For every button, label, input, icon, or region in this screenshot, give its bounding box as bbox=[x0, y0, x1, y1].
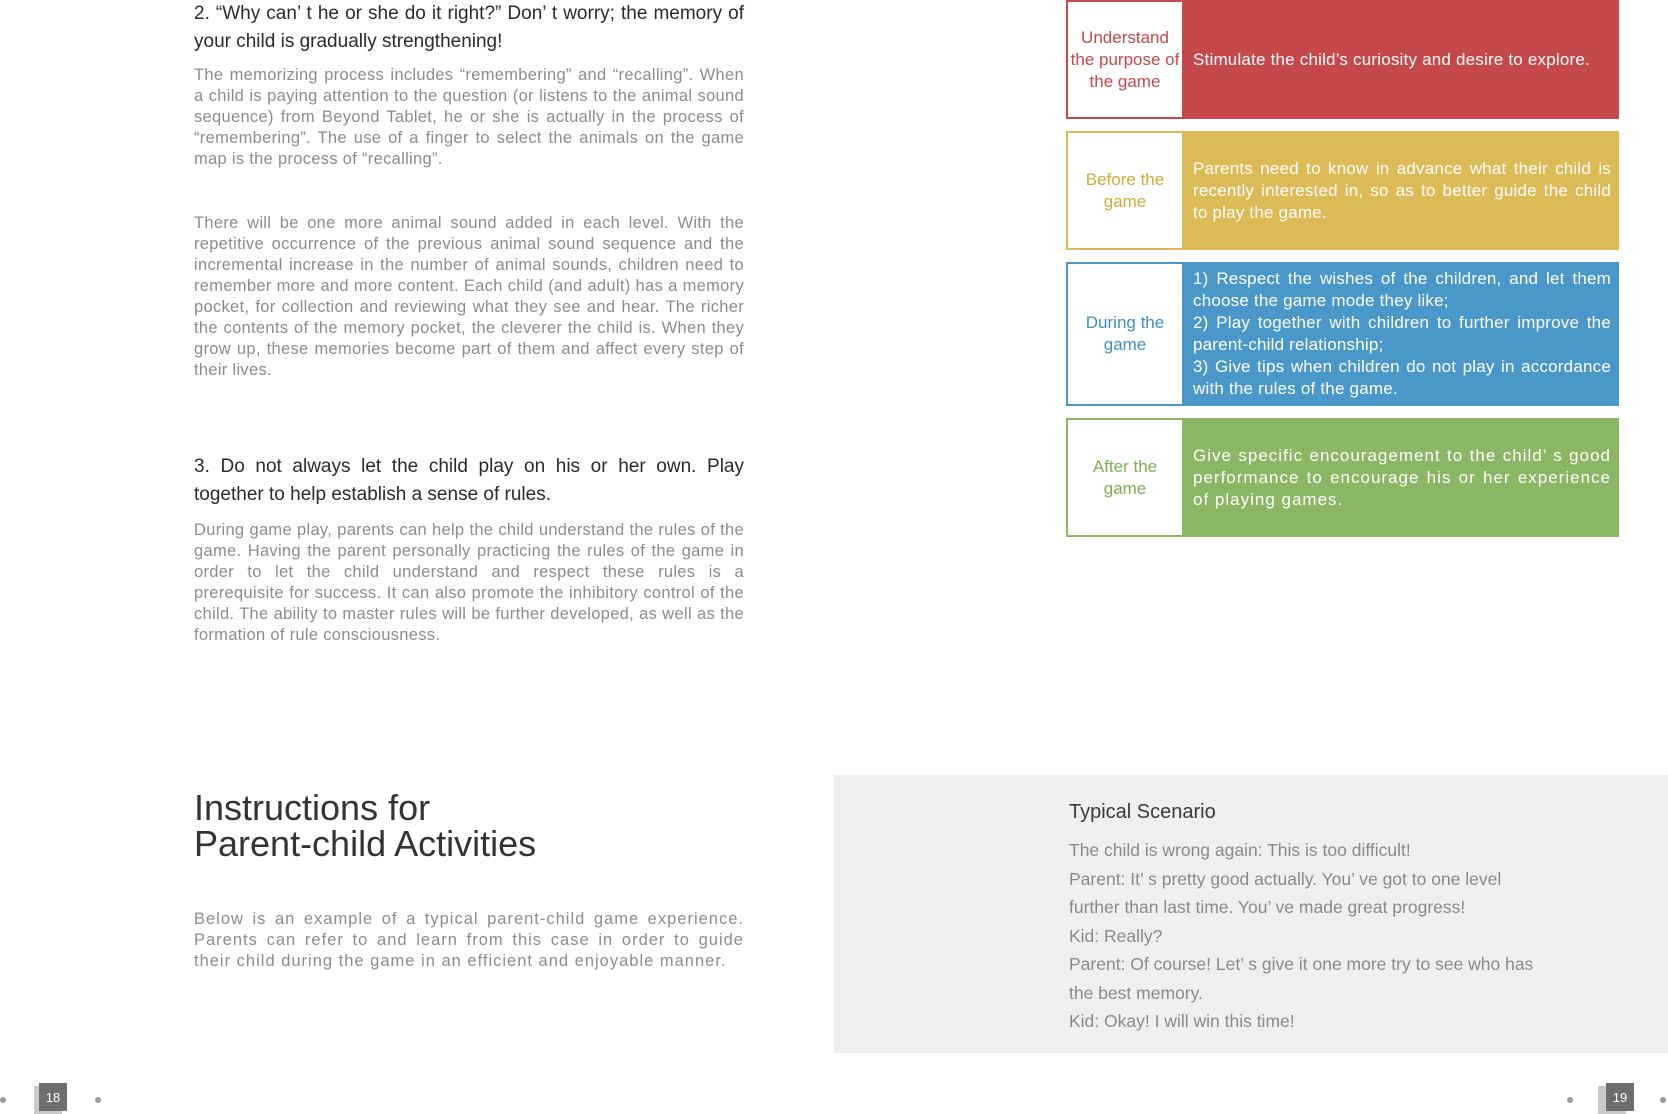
scenario-line: further than last time. You’ ve made great progress! bbox=[1069, 897, 1466, 917]
scenario-line: Parent: Of course! Let’ s give it one more try to see who has bbox=[1069, 954, 1534, 974]
section2-heading: 2. “Why can’ t he or she do it right?” Don’ t worry; the memory of your child is gradually strengthening! bbox=[194, 3, 744, 52]
card-during-text: 1) Respect the wishes of the children, and let them choose the game mode they like; 2) Play together with children to further improve the parent-child relationship; 3) Give tips when children do not play in accordance with the rules of the game. bbox=[1184, 262, 1619, 406]
footer-dot bbox=[1567, 1097, 1573, 1103]
scenario-line: The child is wrong again: This is too difficult! bbox=[1069, 840, 1411, 860]
card-before-text: Parents need to know in advance what their child is recently interested in, so as to better guide the child to play the game. bbox=[1184, 131, 1619, 250]
footer-dot bbox=[95, 1097, 101, 1103]
scenario-title: Typical Scenario bbox=[1069, 801, 1216, 823]
card-after-text: Give specific encouragement to the child’ s good performance to encourage his or her experience of playing games. bbox=[1184, 418, 1619, 537]
scenario-line: Parent: It’ s pretty good actually. You’ ve got to one level bbox=[1069, 868, 1502, 889]
card-before bbox=[1066, 131, 1619, 250]
section2-paragraph-2: There will be one more animal sound added in each level. With the repetitive occurrence of the previous animal sound sequence and the incremental increase in the number of animal sounds, children need to remember more and more content. Each child (and adult) has a memory pocket, for collection and reviewing what they see and hear. The richer the contents of the memory pocket, the cleverer the child is. When they grow up, these memories become part of them and affect every step of their lives. bbox=[194, 214, 744, 379]
card-purpose bbox=[1066, 0, 1619, 119]
footer-dot bbox=[0, 1097, 6, 1103]
instructions-title-line1: Instructions for bbox=[194, 787, 431, 828]
section2-paragraph-1: The memorizing process includes “remembering” and “recalling”. When a child is paying attention to the question (or listens to the animal sound sequence) from Beyond Tablet, he or she is actually in the process of “remembering”. The use of a finger to select the animals on the game map is the process of “recalling”. bbox=[194, 66, 744, 168]
page-number-18: 18 bbox=[39, 1083, 67, 1111]
card-during-label: During the game bbox=[1066, 262, 1184, 406]
card-before-label: Before the game bbox=[1066, 131, 1184, 250]
scenario-line: Kid: Really? bbox=[1069, 925, 1163, 946]
card-after bbox=[1066, 418, 1619, 537]
card-during bbox=[1066, 262, 1619, 406]
instructions-title-line2: Parent-child Activities bbox=[194, 823, 537, 864]
page-number-19: 19 bbox=[1606, 1083, 1634, 1111]
scenario-line: Kid: Okay! I will win this time! bbox=[1069, 1011, 1295, 1031]
card-after-label: After the game bbox=[1066, 418, 1184, 537]
card-purpose-label: Understand the purpose of the game bbox=[1066, 0, 1184, 119]
instructions-intro: Below is an example of a typical parent-child game experience. Parents can refer to and learn from this case in order to guide their child during the game in an efficient and enjoyable manner. bbox=[194, 910, 744, 970]
section3-paragraph: During game play, parents can help the child understand the rules of the game. Having the parent personally practicing the rules of the game in order to let the child understand and respect these rules is a prerequisite for success. It can also promote the inhibitory control of the child. The ability to master rules will be further developed, as well as the formation of rule consciousness. bbox=[194, 521, 744, 644]
section3-heading: 3. Do not always let the child play on his or her own. Play together to help establish a sense of rules. bbox=[194, 456, 744, 505]
card-purpose-text: Stimulate the child’s curiosity and desire to explore. bbox=[1184, 0, 1619, 119]
scenario-dialogue bbox=[1069, 836, 1629, 1036]
scenario-line: the best memory. bbox=[1069, 982, 1203, 1003]
footer-dot bbox=[1660, 1097, 1666, 1103]
